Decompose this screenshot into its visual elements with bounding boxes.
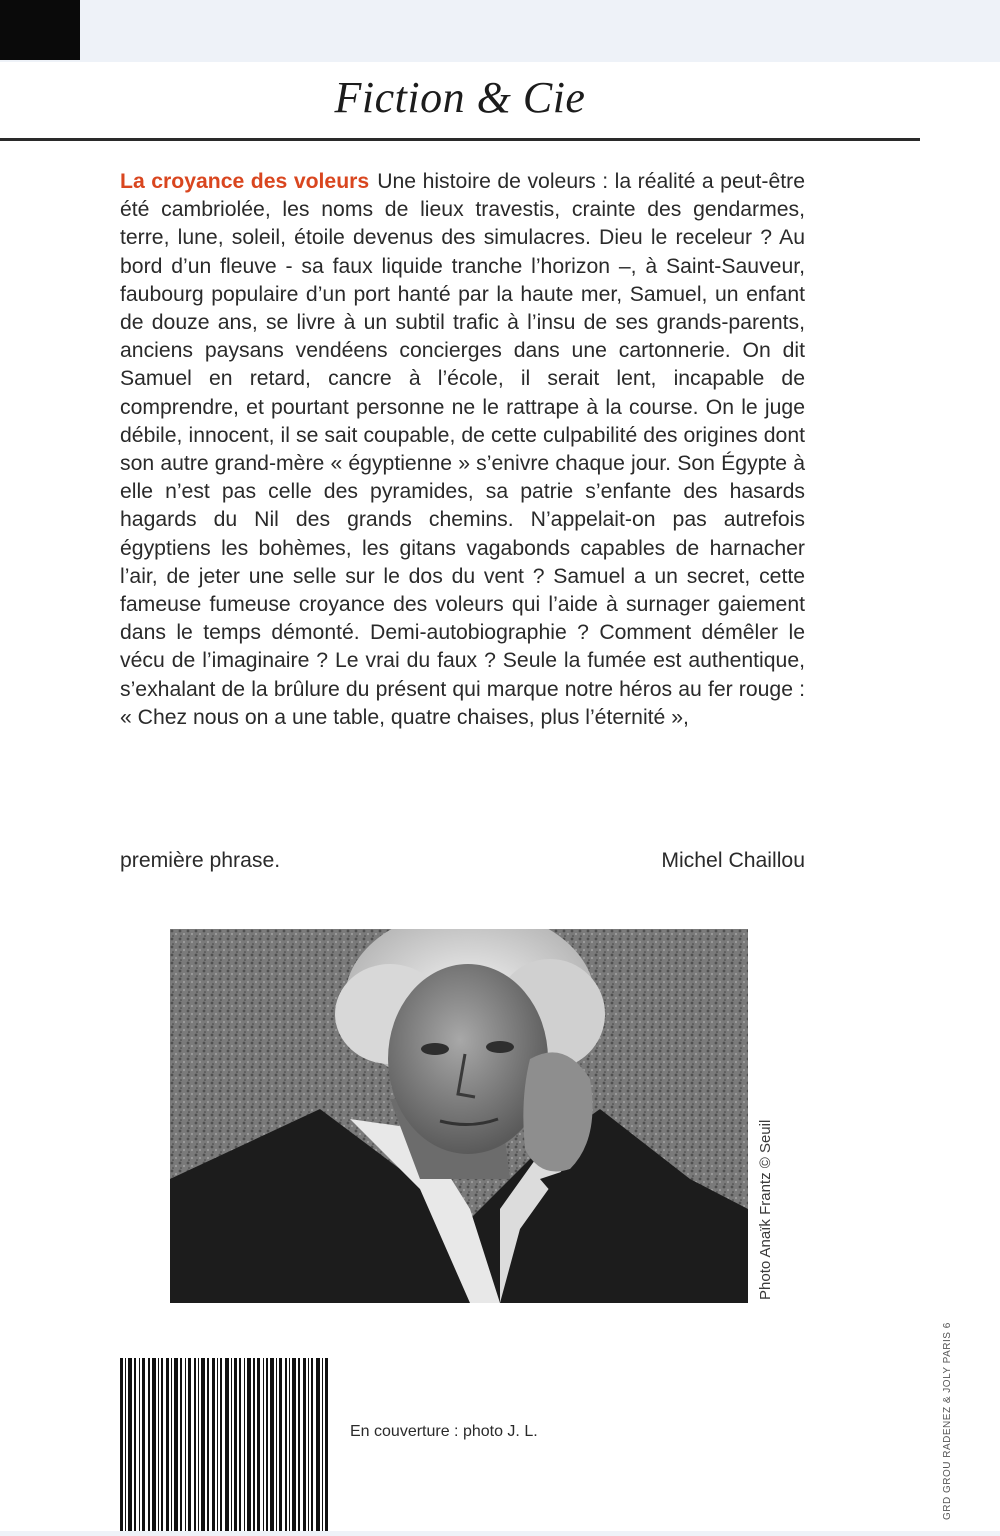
series-title: Fiction & Cie — [334, 73, 586, 122]
book-title: La croyance des voleurs — [120, 170, 370, 193]
blurb-text: Une histoire de voleurs : la réalité a peut-être été cambriolée, les noms de lieux travestis, crainte des gendarmes, terre, lune, soleil, étoile devenus des simulacres. Dieu le receleur ? Au bord d’un fleuve - sa faux liquide tranche l’horizon –, à Saint-Sauveur, faubourg populaire d’un port hanté par la haute mer, Samuel, un enfant de douze ans, se livre à un subtil trafic à l’insu de ses grands-parents, anciens paysans vendéens concierges dans une cartonnerie. On dit Samuel en retard, cancre à l’école, il serait lent, incapable de comprendre, et pourtant personne ne le rattrape à la course. On le juge débile, innocent, il se sait coupable, de cette culpabilité des origines dont son autre grand-mère « égyptienne » s’enivre chaque jour. Son Égypte à elle n’est pas celle des pyramides, sa patrie s’enfante des hasards hagards du Nil des grands chemins. N’appelait-on pas autrefois égyptiens les bohèmes, les gitans vagabonds capables de harnacher l’air, de jeter une selle sur le dos du vent ? Samuel a un secret, cette fameuse fumeuse croyance des voleurs qui l’aide à surnager gaiement dans le temps démonté. Demi-autobiographie ? Comment démêler le vécu de l’imaginaire ? Le vrai du faux ? Seule la fumée est authentique, s’exhalant de la brûlure du présent qui marque notre héros au fer rouge : « Chez nous on a une table, quatre chaises, plus l’éternité », — [120, 170, 805, 729]
barcode — [118, 1358, 334, 1531]
photo-credit: Photo Anaïk Frantz © Seuil — [757, 1119, 774, 1300]
blurb-author-signature: Michel Chaillou — [661, 849, 805, 872]
scan-edge-shadow — [0, 0, 80, 60]
author-photo — [170, 929, 748, 1303]
title-divider — [0, 138, 920, 141]
blurb-paragraph — [120, 168, 805, 732]
blurb-last-line: première phrase. — [120, 849, 281, 872]
blurb-ending-line — [120, 849, 805, 879]
cover-photo-credit: En couverture : photo J. L. — [350, 1423, 538, 1440]
printer-credit: GRD GROU RADENEZ & JOLY PARIS 6 — [942, 1322, 953, 1520]
